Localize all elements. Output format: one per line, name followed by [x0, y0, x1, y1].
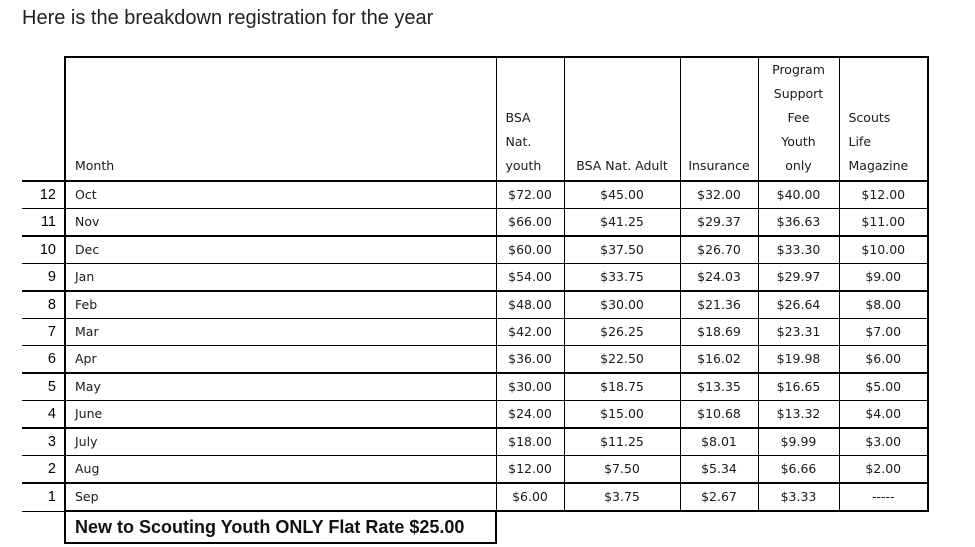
- row-number: 1: [22, 483, 65, 511]
- bsa-adult-header: BSA Nat. Adult: [564, 57, 680, 181]
- table-row: [22, 319, 928, 346]
- bsa-youth-cell: $54.00: [496, 264, 564, 292]
- bsa-youth-header-line: BSA: [505, 110, 531, 125]
- magazine-cell: $10.00: [839, 236, 928, 264]
- magazine-cell: $3.00: [839, 428, 928, 456]
- bsa-adult-cell: $41.25: [564, 209, 680, 237]
- month-cell: Apr: [65, 346, 496, 374]
- program-fee-header-line: only: [785, 158, 812, 173]
- program-fee-cell: $3.33: [758, 483, 839, 511]
- program-fee-cell: $40.00: [758, 181, 839, 209]
- scouts-life-header-line: Magazine: [848, 158, 909, 173]
- month-cell: Dec: [65, 236, 496, 264]
- bsa-adult-cell: $33.75: [564, 264, 680, 292]
- program-fee-cell: $13.32: [758, 401, 839, 429]
- bsa-youth-cell: $72.00: [496, 181, 564, 209]
- program-fee-cell: $9.99: [758, 428, 839, 456]
- magazine-cell: $7.00: [839, 319, 928, 346]
- program-fee-header-line: Program: [772, 62, 825, 77]
- program-fee-cell: $23.31: [758, 319, 839, 346]
- month-cell: Sep: [65, 483, 496, 511]
- month-cell: Nov: [65, 209, 496, 237]
- program-fee-header-line: Fee: [787, 110, 810, 125]
- insurance-cell: $24.03: [680, 264, 758, 292]
- bsa-youth-cell: $36.00: [496, 346, 564, 374]
- bsa-adult-cell: $30.00: [564, 291, 680, 319]
- table-row: [22, 401, 928, 429]
- magazine-cell: $11.00: [839, 209, 928, 237]
- month-cell: Feb: [65, 291, 496, 319]
- insurance-cell: $18.69: [680, 319, 758, 346]
- scouts-life-header: [839, 57, 928, 181]
- row-number: 11: [22, 209, 65, 237]
- bsa-youth-cell: $6.00: [496, 483, 564, 511]
- insurance-cell: $21.36: [680, 291, 758, 319]
- bsa-youth-cell: $66.00: [496, 209, 564, 237]
- row-number: 4: [22, 401, 65, 429]
- program-fee-cell: $26.64: [758, 291, 839, 319]
- bsa-adult-cell: $26.25: [564, 319, 680, 346]
- bsa-youth-cell: $30.00: [496, 373, 564, 401]
- table-row: [22, 181, 928, 209]
- intro-text: Here is the breakdown registration for the year: [22, 7, 434, 29]
- scouts-life-header-line: Life: [848, 134, 872, 149]
- bsa-adult-cell: $3.75: [564, 483, 680, 511]
- bsa-youth-header-line: Nat.: [505, 134, 532, 149]
- program-fee-cell: $6.66: [758, 456, 839, 484]
- magazine-cell: -----: [839, 483, 928, 511]
- program-fee-cell: $19.98: [758, 346, 839, 374]
- bsa-youth-header: [496, 57, 564, 181]
- magazine-cell: $12.00: [839, 181, 928, 209]
- table-row: [22, 373, 928, 401]
- month-cell: Oct: [65, 181, 496, 209]
- insurance-cell: $16.02: [680, 346, 758, 374]
- bsa-adult-cell: $11.25: [564, 428, 680, 456]
- bsa-youth-cell: $42.00: [496, 319, 564, 346]
- program-fee-cell: $29.97: [758, 264, 839, 292]
- row-number: 9: [22, 264, 65, 292]
- bsa-youth-cell: $18.00: [496, 428, 564, 456]
- program-fee-cell: $33.30: [758, 236, 839, 264]
- bsa-adult-cell: $18.75: [564, 373, 680, 401]
- magazine-cell: $2.00: [839, 456, 928, 484]
- row-number-header: [22, 57, 65, 181]
- row-number: 7: [22, 319, 65, 346]
- insurance-cell: $2.67: [680, 483, 758, 511]
- registration-breakdown-table: [22, 56, 929, 544]
- row-number: 12: [22, 181, 65, 209]
- insurance-cell: $13.35: [680, 373, 758, 401]
- bsa-youth-cell: $12.00: [496, 456, 564, 484]
- month-cell: June: [65, 401, 496, 429]
- magazine-cell: $9.00: [839, 264, 928, 292]
- bsa-adult-cell: $22.50: [564, 346, 680, 374]
- insurance-cell: $10.68: [680, 401, 758, 429]
- row-number: 5: [22, 373, 65, 401]
- flat-rate-row: [22, 511, 928, 543]
- insurance-cell: $26.70: [680, 236, 758, 264]
- month-cell: Aug: [65, 456, 496, 484]
- program-fee-header-line: Youth: [781, 134, 816, 149]
- insurance-cell: $8.01: [680, 428, 758, 456]
- month-cell: Jan: [65, 264, 496, 292]
- insurance-cell: $5.34: [680, 456, 758, 484]
- bsa-youth-header-line: youth: [505, 158, 542, 173]
- table-row: [22, 428, 928, 456]
- bsa-youth-cell: $60.00: [496, 236, 564, 264]
- table-row: [22, 209, 928, 237]
- program-fee-header-line: Support: [773, 86, 824, 101]
- bsa-adult-cell: $15.00: [564, 401, 680, 429]
- bsa-adult-cell: $45.00: [564, 181, 680, 209]
- row-number: 10: [22, 236, 65, 264]
- program-fee-header: [758, 57, 839, 181]
- month-cell: July: [65, 428, 496, 456]
- row-number: 6: [22, 346, 65, 374]
- table-row: [22, 456, 928, 484]
- scouts-life-header-line: Scouts: [848, 110, 891, 125]
- row-number: 2: [22, 456, 65, 484]
- flat-rate-spacer: [496, 511, 928, 543]
- table-row: [22, 483, 928, 511]
- flat-rate-spacer: [22, 511, 65, 543]
- row-number: 8: [22, 291, 65, 319]
- insurance-header: Insurance: [680, 57, 758, 181]
- table-row: [22, 264, 928, 292]
- table-row: [22, 291, 928, 319]
- table-row: [22, 236, 928, 264]
- flat-rate-note: New to Scouting Youth ONLY Flat Rate $25.00: [65, 511, 496, 543]
- table-row: [22, 346, 928, 374]
- bsa-adult-cell: $7.50: [564, 456, 680, 484]
- program-fee-cell: $36.63: [758, 209, 839, 237]
- row-number: 3: [22, 428, 65, 456]
- month-cell: May: [65, 373, 496, 401]
- month-cell: Mar: [65, 319, 496, 346]
- month-header: Month: [65, 57, 496, 181]
- bsa-adult-cell: $37.50: [564, 236, 680, 264]
- magazine-cell: $5.00: [839, 373, 928, 401]
- insurance-cell: $29.37: [680, 209, 758, 237]
- magazine-cell: $6.00: [839, 346, 928, 374]
- magazine-cell: $4.00: [839, 401, 928, 429]
- program-fee-cell: $16.65: [758, 373, 839, 401]
- magazine-cell: $8.00: [839, 291, 928, 319]
- bsa-youth-cell: $24.00: [496, 401, 564, 429]
- table-header-row: [22, 57, 928, 181]
- bsa-youth-cell: $48.00: [496, 291, 564, 319]
- insurance-cell: $32.00: [680, 181, 758, 209]
